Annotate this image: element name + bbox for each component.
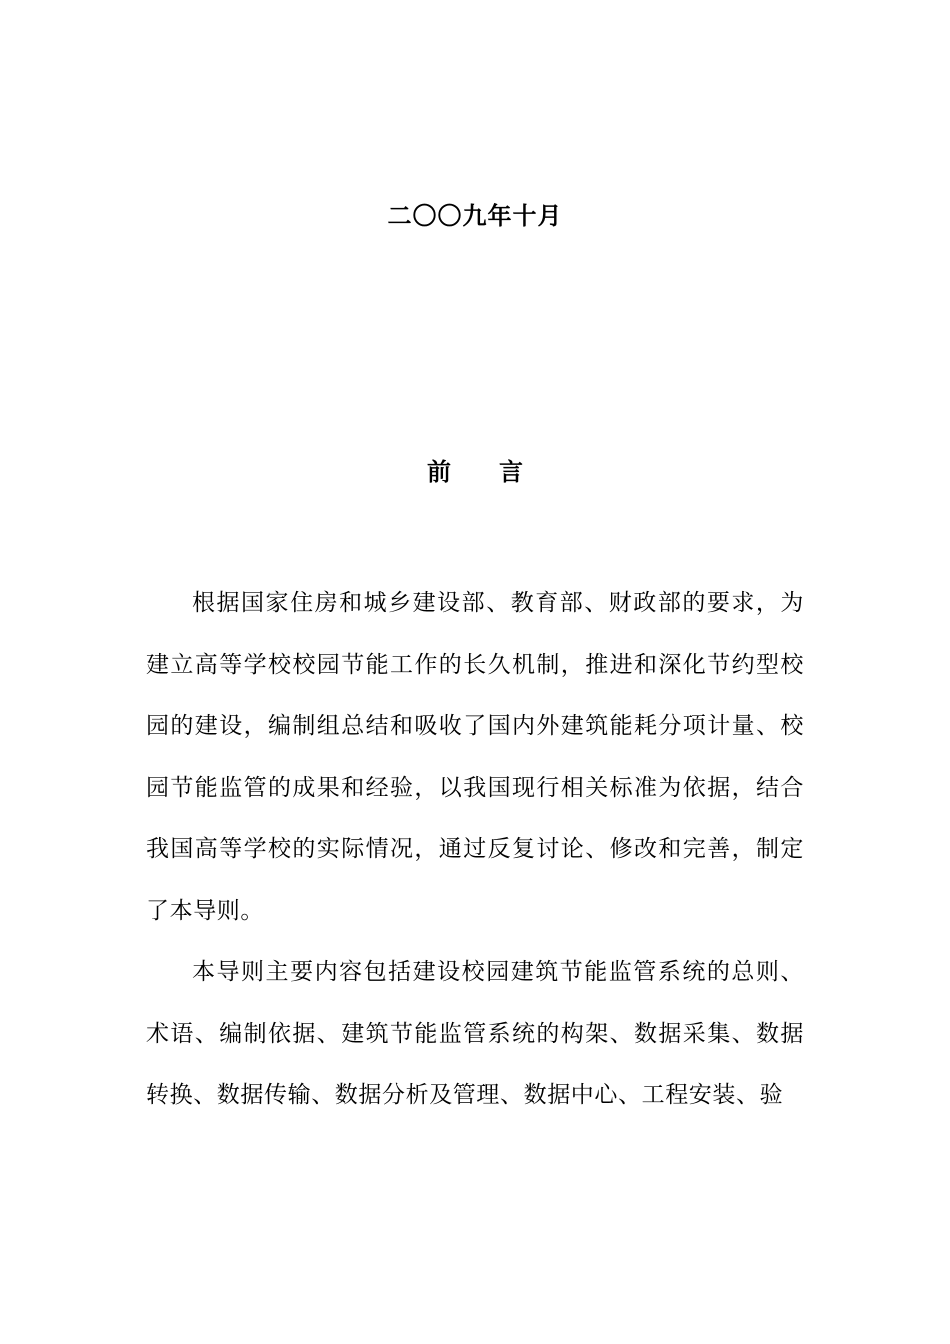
- preface-title: 前言: [427, 457, 571, 486]
- document-date: 二〇〇九年十月: [387, 201, 563, 230]
- preface-body: [146, 573, 804, 1127]
- paragraph-2: 本导则主要内容包括建设校园建筑节能监管系统的总则、术语、编制依据、建筑节能监管系统的构架、数据采集、数据转换、数据传输、数据分析及管理、数据中心、工程安装、验: [146, 959, 804, 1108]
- paragraph-1: 根据国家住房和城乡建设部、教育部、财政部的要求，为建立高等学校校园节能工作的长久机制，推进和深化节约型校园的建设，编制组总结和吸收了国内外建筑能耗分项计量、校园节能监管的成果和经验，以我国现行相关标准为依据，结合我国高等学校的实际情况，通过反复讨论、修改和完善，制定了本导则。: [146, 590, 804, 924]
